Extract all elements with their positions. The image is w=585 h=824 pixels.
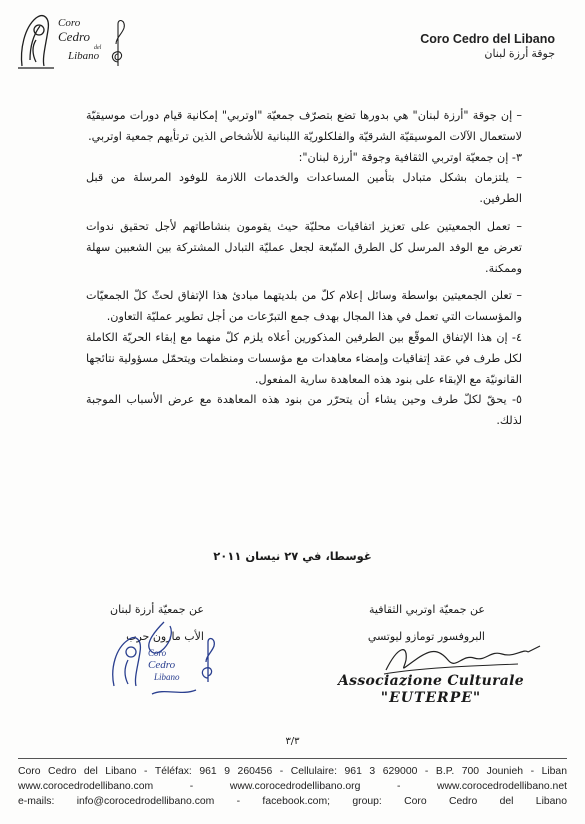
signatory-euterpe-org: عن جمعيّة اوتربي الثقافية	[369, 603, 485, 616]
svg-text:Coro: Coro	[148, 648, 167, 658]
choir-logo	[14, 10, 134, 70]
footer-websites-line: www.corocedrodellibano.com - www.corocedrodellibano.org - www.corocedrodellibano.net	[18, 781, 567, 792]
footer-contact-line: Coro Cedro del Libano - Téléfax: 961 9 260456 - Cellulaire: 961 3 629000 - B.P. 700 Jounieh - Liban	[18, 766, 567, 777]
svg-text:Coro: Coro	[58, 17, 81, 29]
clause-para-1: – إن جوقة "أرزة لبنان" هي بدورها تضع بتصرّف جمعيّة "اوتربي" إمكانية قيام دورات موسيقيّة لاستعمال الآلات الموسيقيّة الشرقيّة والفلكلوريّة اللبنانية للأشخاص الذين ترتأيهم جمعية اوتربي.	[86, 109, 522, 143]
org-header	[420, 32, 555, 60]
clause-para-5: ٥- يحقّ لكلّ طرف وحين يشاء أن يتحرّر من بنود هذه المعاهدة مع عرض الأسباب الموجبة لذلك.	[86, 393, 522, 428]
signatory-choir-org: عن جمعيّة أرزة لبنان	[110, 603, 204, 616]
svg-text:Cedro: Cedro	[148, 659, 176, 671]
clause-para-3a: – يلتزمان بشكل متبادل بتأمين المساعدات والخدمات اللازمة للوفود المرسلة من قبل الطرفين.	[86, 171, 522, 206]
page-number: ٣/٣	[285, 736, 300, 747]
choir-seal-stamp	[104, 616, 224, 701]
svg-text:Libano: Libano	[68, 50, 100, 62]
org-name-latin: Coro Cedro del Libano	[420, 32, 555, 46]
date-place-line: غوسطا، في ٢٧ نيسان ٢٠١١	[213, 549, 372, 563]
svg-text:Libano: Libano	[154, 672, 180, 682]
euterpe-stamp	[316, 673, 546, 706]
contact-footer	[18, 758, 567, 809]
clause-para-3b: – تعمل الجمعيتين على تعزيز اتفاقيات محليّة حيث يقومون بنشاطاتهم لأجل تحقيق ندوات تعرض مع الوفد المرسل كل الطرق المتّبعة لجعل عمليّة التبادل المشتركة بين الشعبين سهلة وممكنة.	[86, 219, 522, 275]
clause-heading-3: ٣- إن جمعيّة اوتربي الثقافية وجوقة "أرزة لبنان":	[298, 150, 522, 164]
signatory-choir-name: الأب مارون حرب	[126, 630, 204, 643]
footer-email-line: e-mails: info@corocedrodellibano.com - facebook.com; group: Coro Cedro del Libano	[18, 796, 567, 807]
svg-text:Cedro: Cedro	[58, 29, 91, 44]
signatory-euterpe-name: البروفسور تومازو ليوتسي	[367, 630, 485, 643]
agreement-body	[86, 106, 522, 432]
stamp-line-1: Associazione Culturale	[337, 673, 524, 689]
clause-para-4: ٤- إن هذا الإتفاق الموقّع بين الطرفين المذكورين أعلاه يلزم كلّ منهما مع إبقاء الحريّة الكاملة لكل طرف في عقد إتفاقيات وإمضاء معاهدات مع مؤسسات ومنظمات ويتحمّل مسؤولية نتائجها القانونيّة مع الإبقاء على بنود هذه المعاهدة سارية المفعول.	[86, 330, 522, 386]
org-name-arabic: جوقة أرزة لبنان	[484, 48, 555, 60]
clause-para-3c: – تعلن الجمعيتين بواسطة وسائل إعلام كلّ من بلديتهما مبادئ هذا الإتفاق لحثّ كلّ الجمعيّات والمؤسسات التي تعمل في هذا المجال بهدف جمع التبرّعات من أجل تطوير عمليّة التعاون.	[86, 289, 522, 324]
stamp-line-2: "EUTERPE"	[380, 690, 482, 706]
svg-text:del: del	[94, 45, 102, 51]
